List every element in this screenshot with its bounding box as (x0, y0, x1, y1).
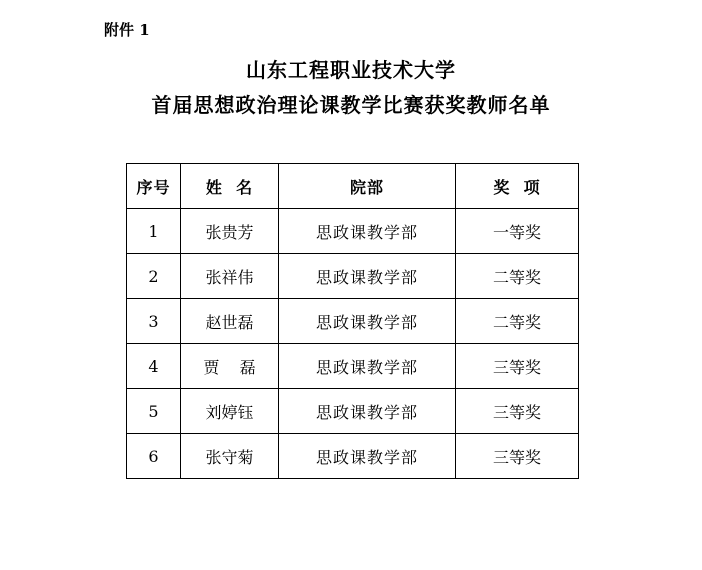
table-row (127, 344, 579, 389)
cell-department: 思政课教学部 (279, 254, 456, 299)
cell-award: 三等奖 (456, 344, 579, 389)
cell-award: 三等奖 (456, 434, 579, 479)
attachment-label: 附件 1 (104, 21, 150, 39)
cell-serial-number: 4 (127, 344, 181, 389)
cell-serial-number: 5 (127, 389, 181, 434)
cell-serial-number: 6 (127, 434, 181, 479)
document-title-line-1: 山东工程职业技术大学 (246, 58, 456, 82)
cell-award: 二等奖 (456, 254, 579, 299)
cell-serial-number: 3 (127, 299, 181, 344)
table-header-row (127, 164, 579, 209)
table-row (127, 299, 579, 344)
header-serial-number: 序号 (127, 164, 181, 209)
cell-award: 二等奖 (456, 299, 579, 344)
cell-name: 张祥伟 (181, 254, 279, 299)
cell-department: 思政课教学部 (279, 344, 456, 389)
cell-award: 一等奖 (456, 209, 579, 254)
header-department: 院部 (279, 164, 456, 209)
table-row (127, 389, 579, 434)
table-row (127, 434, 579, 479)
cell-department: 思政课教学部 (279, 434, 456, 479)
document-title-line-2: 首届思想政治理论课教学比赛获奖教师名单 (151, 93, 551, 117)
cell-department: 思政课教学部 (279, 389, 456, 434)
table-row (127, 254, 579, 299)
table-row (127, 209, 579, 254)
cell-award: 三等奖 (456, 389, 579, 434)
cell-department: 思政课教学部 (279, 299, 456, 344)
cell-name: 张贵芳 (181, 209, 279, 254)
cell-serial-number: 1 (127, 209, 181, 254)
cell-serial-number: 2 (127, 254, 181, 299)
award-winners-table (126, 163, 579, 479)
header-name: 姓 名 (181, 164, 279, 209)
cell-name: 刘婷钰 (181, 389, 279, 434)
cell-name: 张守菊 (181, 434, 279, 479)
cell-name: 贾 磊 (181, 344, 279, 389)
header-award: 奖 项 (456, 164, 579, 209)
cell-name: 赵世磊 (181, 299, 279, 344)
cell-department: 思政课教学部 (279, 209, 456, 254)
